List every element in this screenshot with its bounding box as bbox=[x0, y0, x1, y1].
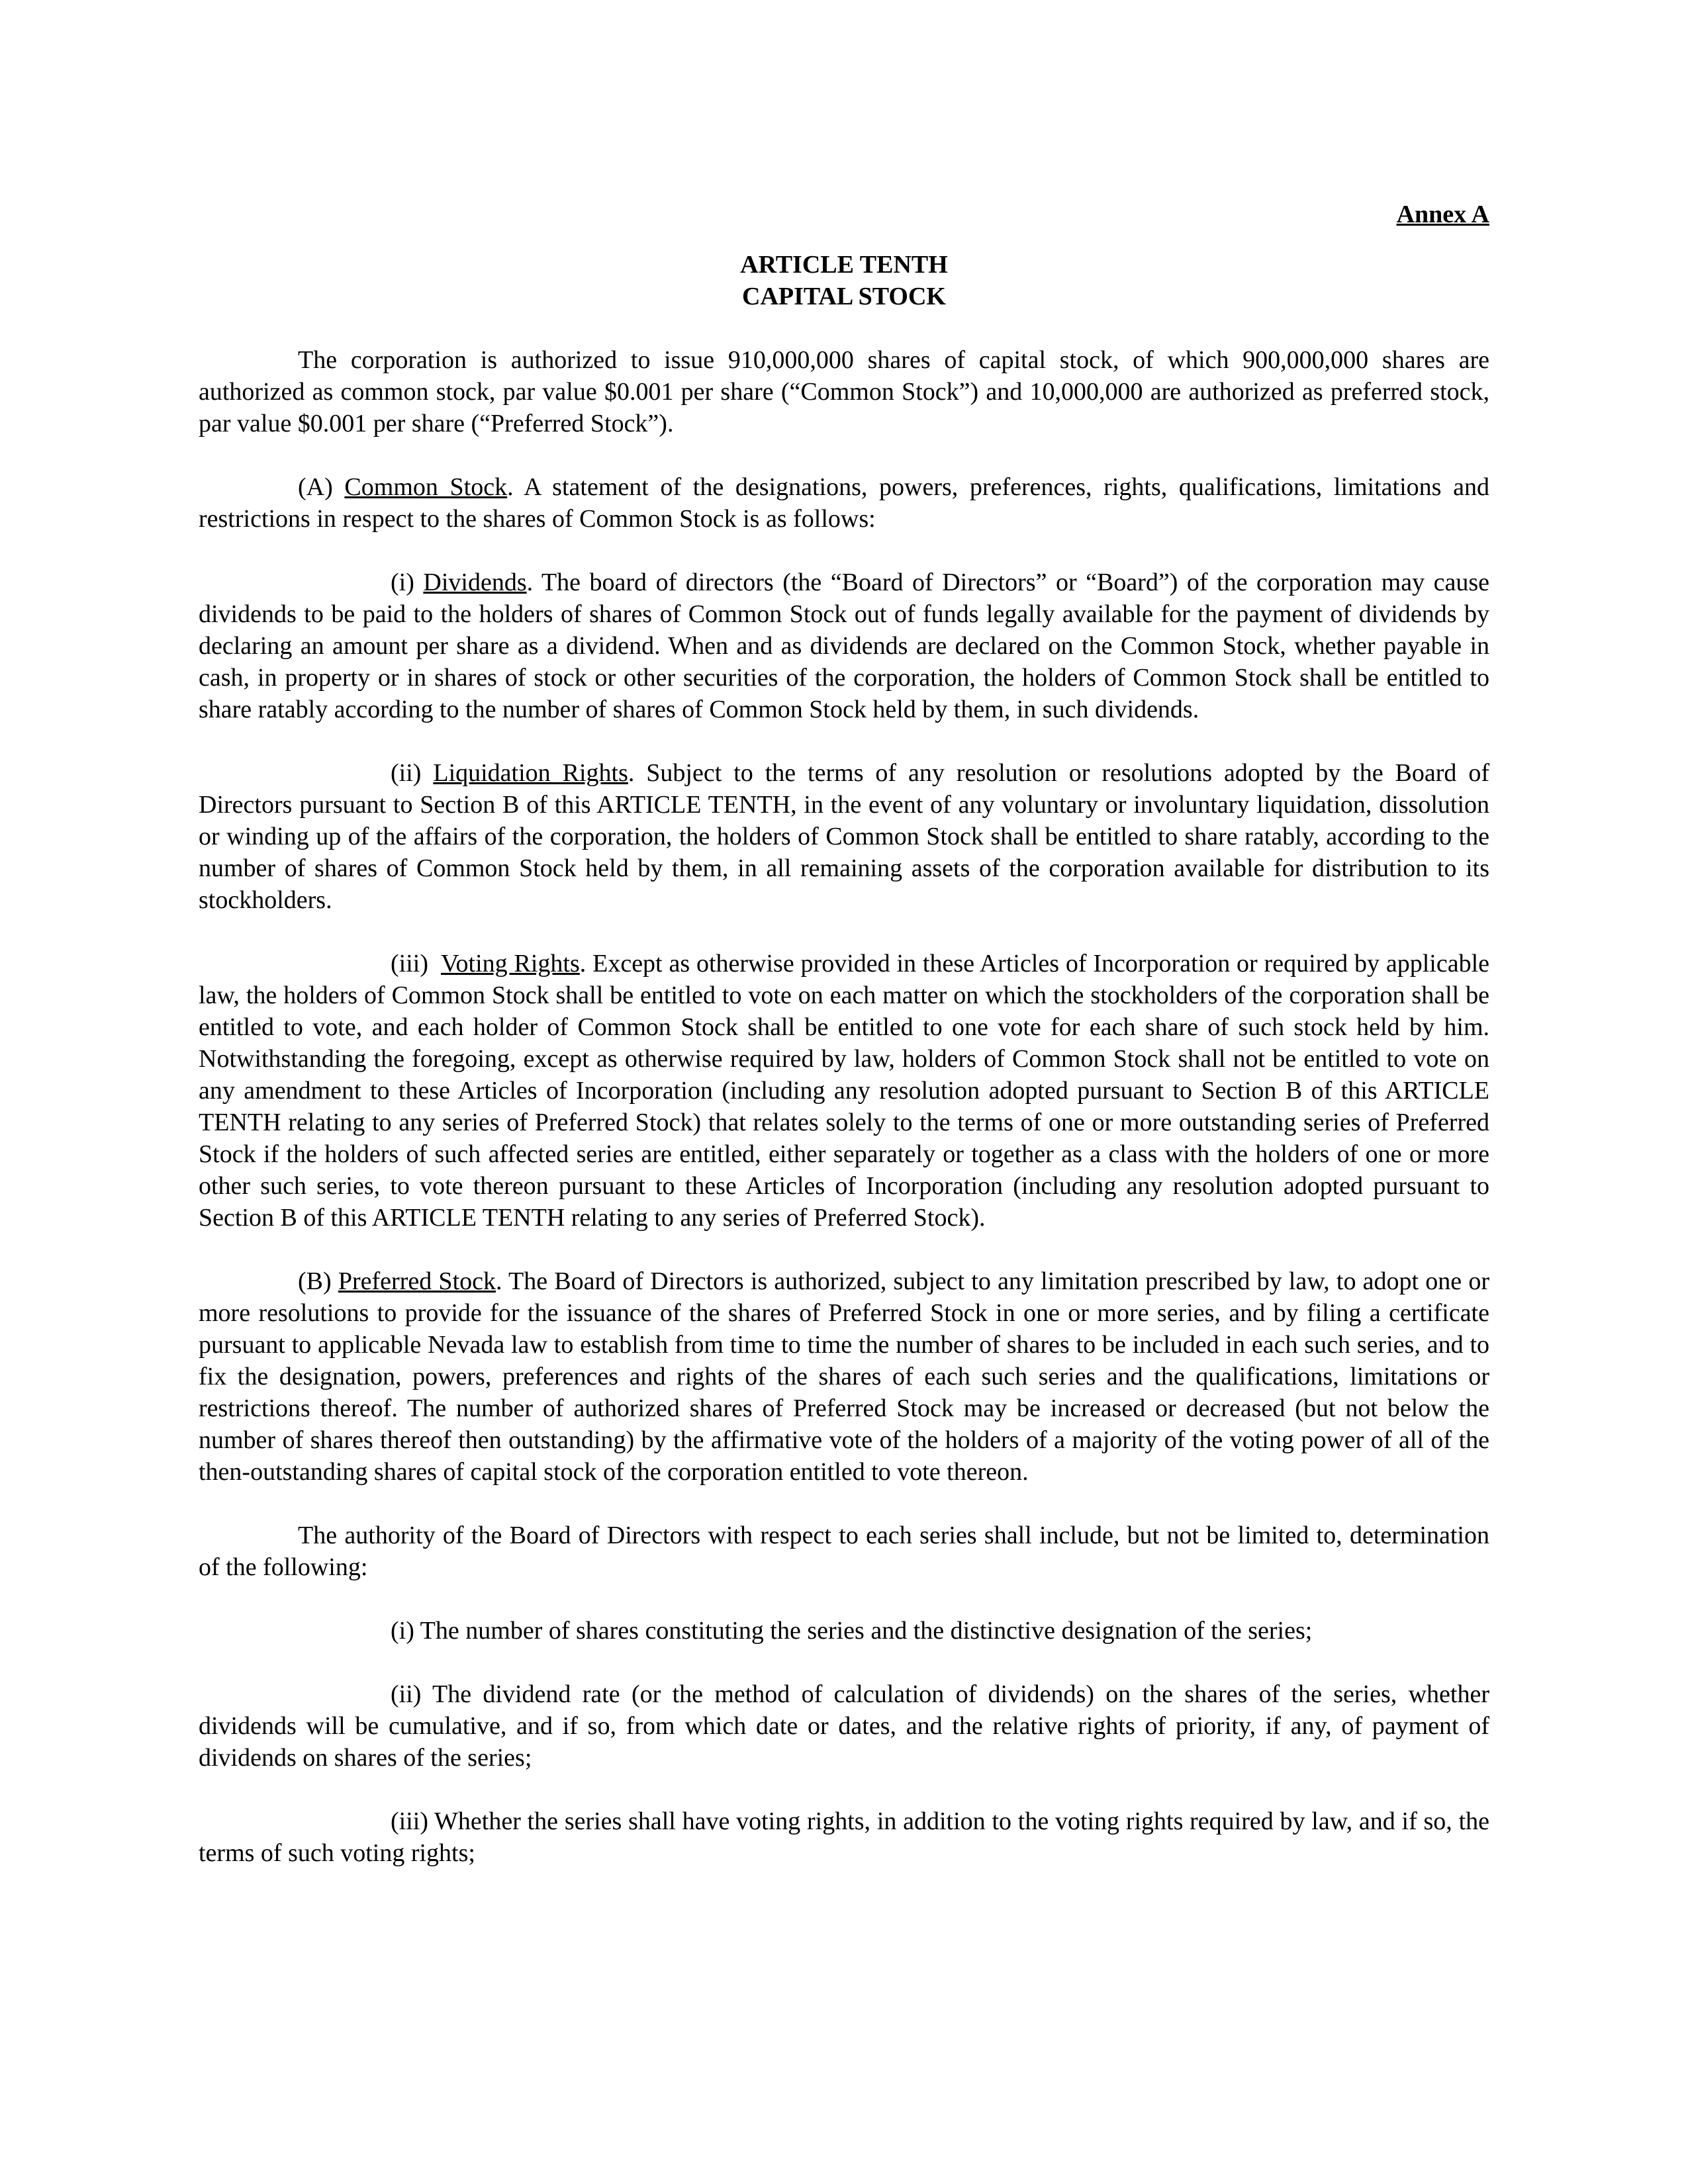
voting-rights-title: Voting Rights bbox=[441, 950, 580, 978]
article-heading bbox=[199, 249, 1489, 312]
series-voting-rights-item: (iii) Whether the series shall have voting rights, in addition to the voting rights required by law, and if so, the terms of such voting rights; bbox=[199, 1807, 1489, 1867]
voting-rights-prefix: (iii) bbox=[391, 950, 441, 978]
series-shares-item: (i) The number of shares constituting the series and the distinctive designation of the series; bbox=[391, 1617, 1313, 1645]
voting-rights-paragraph bbox=[199, 948, 1489, 1234]
document-page bbox=[199, 199, 1489, 1901]
dividends-title: Dividends bbox=[423, 569, 527, 596]
liquidation-rights-prefix: (ii) bbox=[391, 759, 434, 787]
intro-paragraph: The corporation is authorized to issue 910,000,000 shares of capital stock, of which 900,000,000 shares are authorized as common stock, par value $0.001 per share (“Common Stock”) and 10,000,000 are authorized as preferred stock, par value $0.001 per share (“Preferred Stock”). bbox=[199, 346, 1489, 437]
section-b-text: . The Board of Directors is authorized, subject to any limitation prescribed by law, to adopt one or more resolutions to provide for the issuance of the shares of Preferred Stock in one or more series, and by filing a certificate pursuant to applicable Nevada law to establish from time to time the number of shares to be included in each such series, and to fix the designation, powers, preferences and rights of the shares of each such series and the qualifications, limitations or restrictions thereof. The number of authorized shares of Preferred Stock may be increased or decreased (but not below the number of shares thereof then outstanding) by the affirmative vote of the holders of a majority of the voting power of all of the then-outstanding shares of capital stock of the corporation entitled to vote thereon. bbox=[199, 1267, 1490, 1486]
annex-label: Annex A bbox=[1396, 201, 1489, 228]
authority-paragraph: The authority of the Board of Directors with respect to each series shall include, but not be limited to, determination of the following: bbox=[199, 1522, 1489, 1581]
section-b-title: Preferred Stock bbox=[338, 1267, 496, 1295]
section-b-prefix: (B) bbox=[298, 1267, 338, 1295]
liquidation-rights-title: Liquidation Rights bbox=[433, 759, 628, 787]
liquidation-rights-text: . Subject to the terms of any resolution or resolutions adopted by the Board of Directors pursuant to Section B of this ARTICLE TENTH, in the event of any voluntary or involuntary liquidation, dissolution or winding up of the affairs of the corporation, the holders of Common Stock shall be entitled to share ratably, according to the number of shares of Common Stock held by them, in all remaining assets of the corporation available for distribution to its stockholders. bbox=[199, 759, 1489, 914]
liquidation-rights-paragraph bbox=[199, 757, 1489, 916]
section-b-paragraph bbox=[199, 1265, 1489, 1488]
section-a-title: Common Stock bbox=[344, 473, 508, 501]
section-a-prefix: (A) bbox=[298, 473, 345, 501]
voting-rights-text: . Except as otherwise provided in these Articles of Incorporation or required by applicable law, the holders of Common Stock shall be entitled to vote on each matter on which the stockholders of the corporation shall be entitled to vote, and each holder of Common Stock shall be entitled to one vote for each share of such stock held by him. Notwithstanding the foregoing, except as otherwise required by law, holders of Common Stock shall not be entitled to vote on any amendment to these Articles of Incorporation (including any resolution adopted pursuant to Section B of this ARTICLE TENTH relating to any series of Preferred Stock) that relates solely to the terms of one or more outstanding series of Preferred Stock if the holders of such affected series are entitled, either separately or together as a class with the holders of one or more other such series, to vote thereon pursuant to these Articles of Incorporation (including any resolution adopted pursuant to Section B of this ARTICLE TENTH relating to any series of Preferred Stock). bbox=[199, 950, 1489, 1232]
section-a-text: . A statement of the designations, powers, preferences, rights, qualifications, limitations and restrictions in respect to the shares of Common Stock is as follows: bbox=[199, 473, 1489, 533]
article-subtitle: CAPITAL STOCK bbox=[742, 283, 946, 310]
article-title: ARTICLE TENTH bbox=[740, 251, 948, 279]
dividends-paragraph bbox=[199, 567, 1489, 725]
dividend-rate-item: (ii) The dividend rate (or the method of calculation of dividends) on the shares of the series, whether dividends will be cumulative, and if so, from which date or dates, and the relative rights of priority, if any, of payment of dividends on shares of the series; bbox=[199, 1680, 1489, 1772]
section-a-paragraph bbox=[199, 471, 1489, 535]
dividends-text: . The board of directors (the “Board of Directors” or “Board”) of the corporation may cause dividends to be paid to the holders of shares of Common Stock out of funds legally available for the payment of dividends by declaring an amount per share as a dividend. When and as dividends are declared on the Common Stock, whether payable in cash, in property or in shares of stock or other securities of the corporation, the holders of Common Stock shall be entitled to share ratably according to the number of shares of Common Stock held by them, in such dividends. bbox=[199, 569, 1489, 723]
dividends-prefix: (i) bbox=[391, 569, 424, 596]
